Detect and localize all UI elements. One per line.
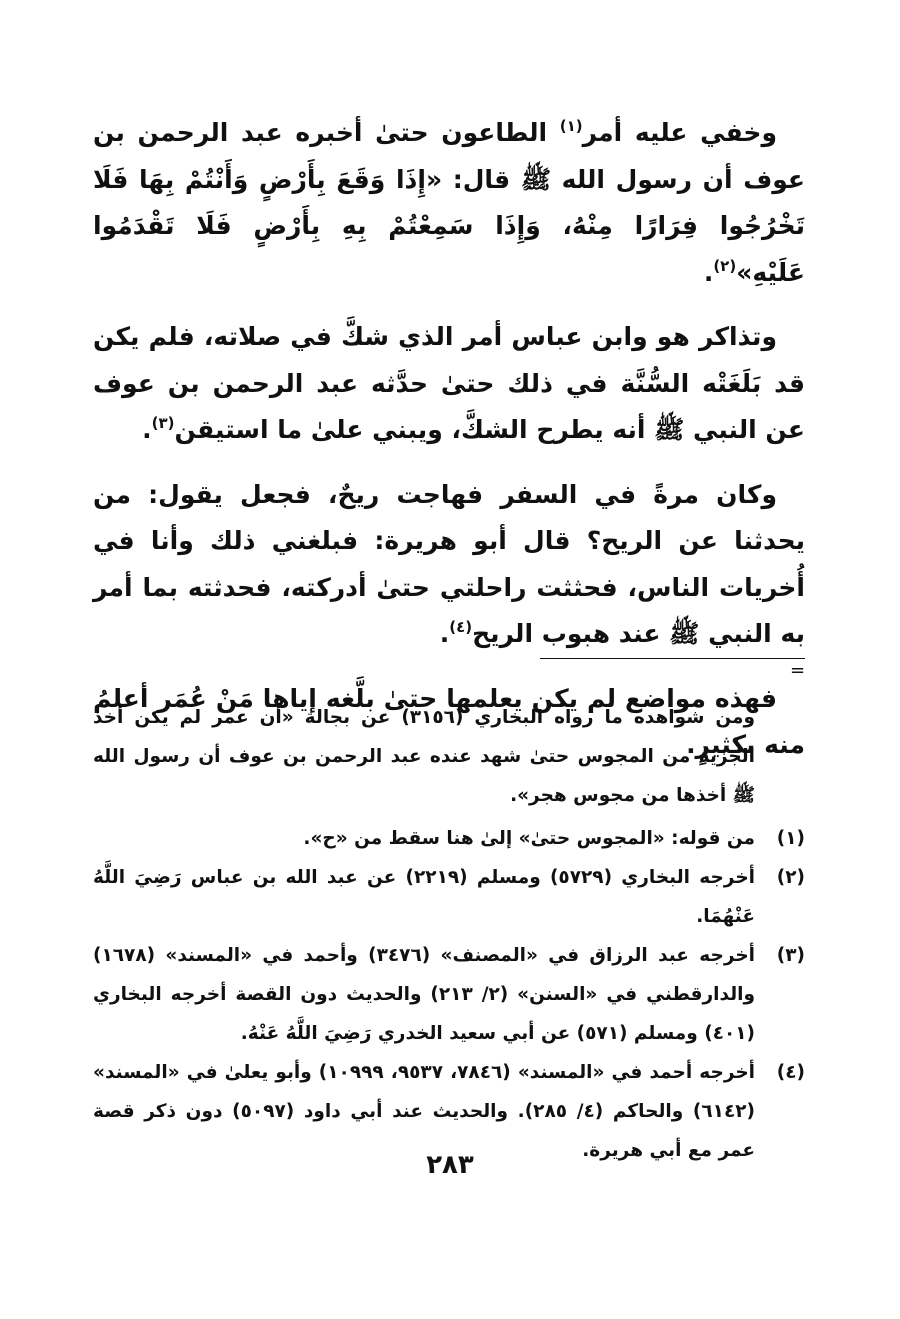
paragraph-text: وخفي عليه أمر	[582, 118, 777, 147]
footnote-number: (١)	[776, 828, 805, 849]
footnotes	[93, 698, 805, 1170]
footnote-continuation: ومن شواهده ما رواه البخاري (٣١٥٦) عن بجالة «أن عمر لم يكن أخذ الجزية من المجوس حتىٰ شهد عنده عبد الرحمن بن عوف أن رسول الله ﷺ أخذها من مجوس هجر».	[93, 707, 755, 806]
main-text	[93, 110, 805, 787]
footnote-text: أخرجه أحمد في «المسند» (٧٨٤٦، ٩٥٣٧، ١٠٩٩٩) وأبو يعلىٰ في «المسند» (٦١٤٢) والحاكم (٤/ ٢٨٥). والحديث عند أبي داود (٥٠٩٧) دون ذكر قصة عمر مع أبي هريرة.	[93, 1062, 756, 1161]
paragraph-3	[93, 472, 805, 658]
paragraph-text: وتذاكر هو وابن عباس أمر الذي شكَّ في صلاته، فلم يكن قد بَلَغَتْه السُّنَّة في ذلك حتىٰ حدَّثه عبد الرحمن بن عوف عن النبي ﷺ أنه يطرح الشكَّ، ويبني علىٰ ما استيقن	[93, 322, 805, 444]
footnote-number: (٤)	[776, 1062, 805, 1083]
footnote-2	[93, 858, 805, 936]
paragraph-text: فهذه مواضع لم يكن يعلمها حتىٰ بلَّغه إياها مَنْ عُمَر أعلمُ منه بكثيرٍ.	[93, 683, 805, 759]
page-number: ٢٨٣	[426, 1150, 474, 1180]
footnote-ref-2[interactable]: (٢)	[713, 256, 737, 275]
paragraph-text: وكان مرةً في السفر فهاجت ريحٌ، فجعل يقول: من يحدثنا عن الريح؟ قال أبو هريرة: فبلغني ذلك وأنا في أُخريات الناس، فحثثت راحلتي حتىٰ أدركته، فحدثته بما أمر به النبي ﷺ عند هبوب الريح	[93, 479, 805, 648]
footnote-ref-4[interactable]: (٤)	[449, 618, 473, 636]
footnote-number: (٣)	[776, 945, 805, 966]
footnote-text: من قوله: «المجوس حتىٰ» إلىٰ هنا سقط من «ح».	[303, 828, 755, 849]
footnote-number: (٢)	[776, 867, 805, 888]
footnote-3	[93, 936, 805, 1053]
footnote-ref-3[interactable]: (٣)	[151, 414, 175, 432]
paragraph-text: الطاعون حتىٰ أخبره عبد الرحمن بن عوف أن رسول الله ﷺ قال: «	[93, 118, 805, 194]
footnote-text: أخرجه عبد الرزاق في «المصنف» (٣٤٧٦) وأحمد في «المسند» (١٦٧٨) والدارقطني في «السنن» (٢/ ٢١٣) والحديث دون القصة أخرجه البخاري (٤٠١) ومسلم (٥٧١) عن أبي سعيد الخدري رَضِيَ اللَّهُ عَنْهُ.	[93, 945, 755, 1044]
hadith-quote: إِذَا وَقَعَ بِأَرْضٍ وَأَنْتُمْ بِهَا فَلَا تَخْرُجُوا فِرَارًا مِنْهُ، وَإِذَا سَمِعْتُمْ بِهِ بِأَرْضٍ فَلَا تَقْدَمُوا عَلَيْهِ	[93, 164, 805, 287]
paragraph-end: .	[703, 257, 714, 287]
footnote-separator	[540, 658, 805, 659]
quote-close: »	[736, 257, 753, 287]
continuation-mark: =	[790, 660, 806, 681]
paragraph-end: .	[439, 619, 450, 648]
paragraph-end: .	[142, 415, 152, 444]
paragraph-2	[93, 314, 805, 454]
footnote-ref-1[interactable]: (١)	[559, 117, 583, 135]
paragraph-1	[93, 110, 805, 296]
footnote-text: أخرجه البخاري (٥٧٢٩) ومسلم (٢٢١٩) عن عبد الله بن عباس رَضِيَ اللَّهُ عَنْهُمَا.	[93, 867, 755, 927]
footnote-1	[93, 819, 805, 858]
